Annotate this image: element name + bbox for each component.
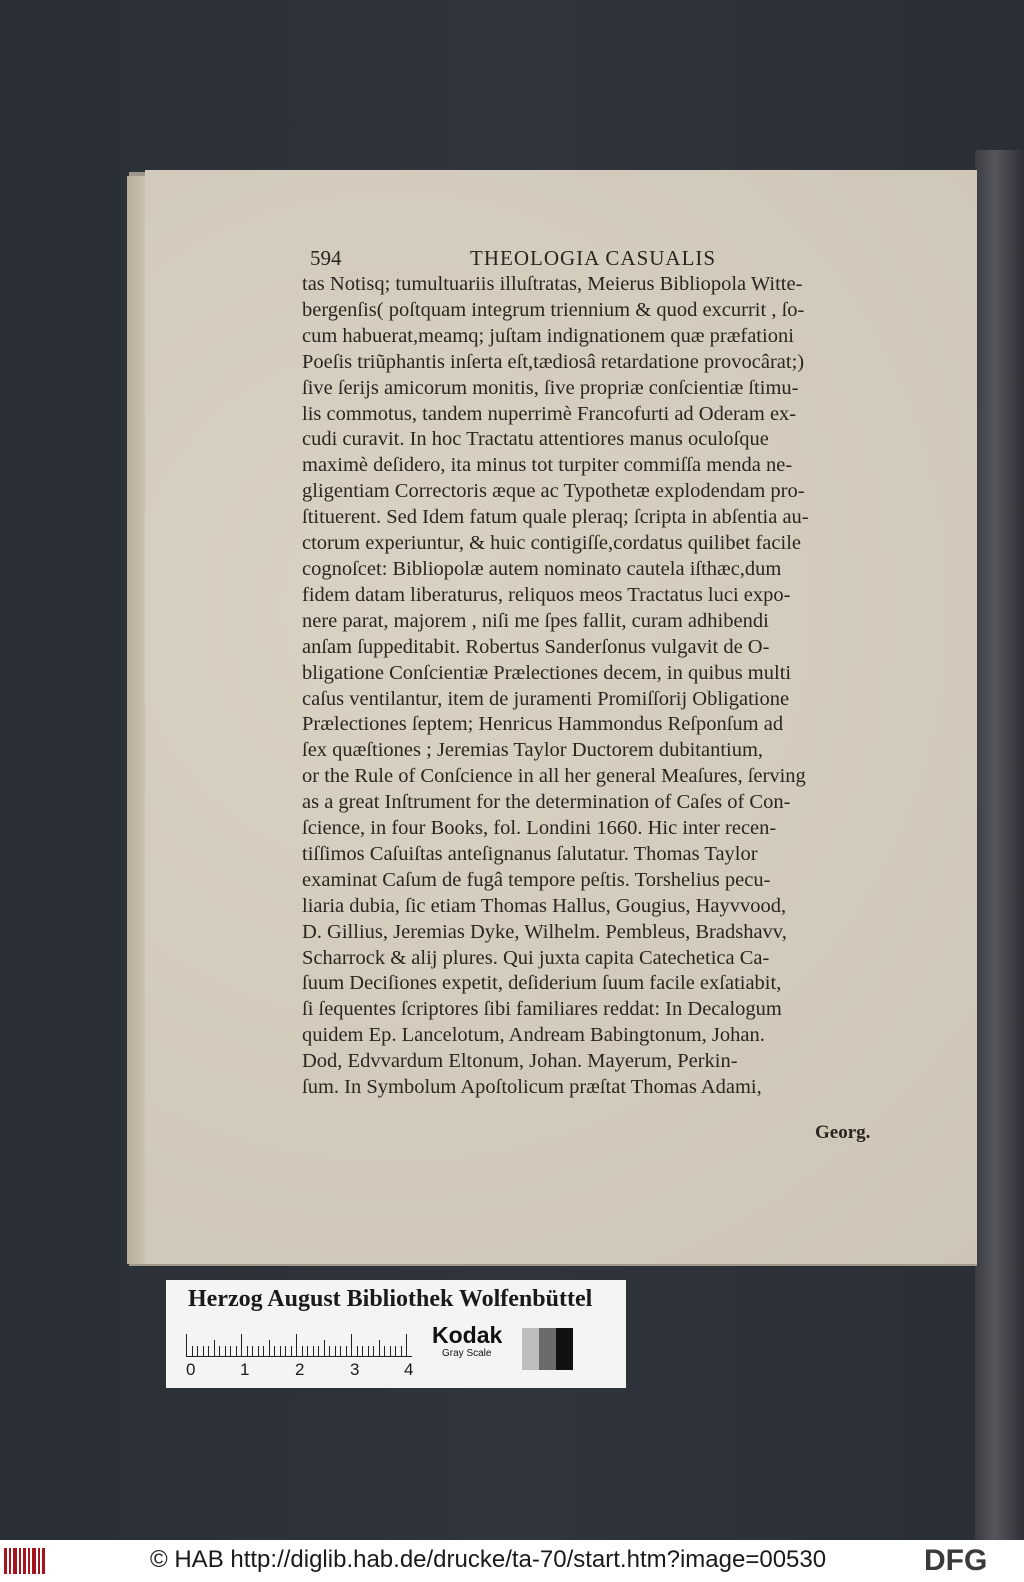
- text-line: maximè deſidero, ita minus tot turpiter commiſſa menda ne-: [302, 454, 793, 477]
- ruler-label: 0: [186, 1360, 196, 1379]
- ruler-tick: [258, 1346, 259, 1356]
- barcode-stripe: [23, 1548, 26, 1574]
- barcode-stripe: [28, 1548, 30, 1574]
- text-line: cum habuerat,meamq; juſtam indignationem quæ præfationi: [302, 324, 794, 347]
- text-line: caſus ventilantur, item de juramenti Promiſſorij Obligatione: [302, 687, 790, 710]
- ruler-tick: [373, 1346, 374, 1356]
- measure-ruler: [186, 1326, 416, 1356]
- text-line: ſcience, in four Books, fol. Londini 1660. Hic inter recen-: [302, 817, 777, 840]
- ruler-tick: [230, 1346, 231, 1356]
- institution-name: Herzog August Bibliothek Wolfenbüttel: [188, 1286, 593, 1312]
- barcode-icon: [4, 1548, 48, 1574]
- barcode-stripe: [42, 1548, 45, 1574]
- ruler-tick: [368, 1346, 369, 1356]
- text-line: ſex quæſtiones ; Jeremias Taylor Ductorem dubitantium,: [302, 739, 764, 762]
- text-line: bergenſis( poſtquam integrum triennium & quod excurrit , ſo-: [302, 298, 805, 321]
- text-line: bligatione Conſcientiæ Prælectiones decem, in quibus multi: [302, 661, 792, 684]
- text-line: Dod, Edvvardum Eltonum, Johan. Mayerum, Perkin-: [302, 1050, 738, 1073]
- kodak-logo: Kodak: [432, 1322, 503, 1348]
- dfg-logo: DFG: [924, 1544, 988, 1577]
- ruler-tick: [384, 1346, 385, 1356]
- text-line: tas Notisq; tumultuariis illuſtratas, Meierus Bibliopola Witte-: [302, 273, 803, 295]
- text-line: nere parat, majorem , niſi me ſpes fallit, curam adhibendi: [302, 609, 769, 632]
- ruler-tick: [296, 1334, 297, 1356]
- ruler-tick: [307, 1346, 308, 1356]
- footer-credit: © HAB http://diglib.hab.de/drucke/ta-70/start.htm?image=00530: [150, 1546, 827, 1573]
- barcode-stripe: [4, 1548, 7, 1574]
- catchword: Georg.: [815, 1122, 871, 1143]
- ruler-tick: [395, 1346, 396, 1356]
- ruler-tick: [280, 1346, 281, 1356]
- ruler-tick: [208, 1346, 209, 1356]
- ruler-tick: [324, 1340, 325, 1356]
- text-line: Poeſis triũphantis inſerta eſt,tædiosâ retardatione provocârat;): [302, 350, 805, 373]
- gray-swatch-dark: [556, 1328, 573, 1370]
- color-card: [166, 1280, 626, 1388]
- barcode-stripe: [13, 1548, 17, 1574]
- text-line: ſuum Deciſiones expetit, deſiderium ſuum facile exſatiabit,: [302, 972, 782, 995]
- ruler-tick: [362, 1346, 363, 1356]
- footer-bar: [0, 1540, 1024, 1582]
- ruler-tick: [340, 1346, 341, 1356]
- barcode-stripe: [38, 1548, 40, 1574]
- ruler-tick: [313, 1346, 314, 1356]
- text-line: tiſſimos Caſuiſtas anteſignanus ſalutatur. Thomas Taylor: [302, 842, 758, 865]
- text-line: cognoſcet: Bibliopolæ autem nominato cautela iſthæc,dum: [302, 557, 782, 580]
- ruler-tick: [302, 1346, 303, 1356]
- page-number: 594: [310, 246, 342, 270]
- text-line: ſtituerent. Sed Idem fatum quale pleraq; ſcripta in abſentia au-: [302, 506, 809, 529]
- text-line: gligentiam Correctoris æque ac Typothetæ explodendam pro-: [302, 480, 805, 503]
- barcode-stripe: [9, 1548, 11, 1574]
- text-line: ſive ſerijs amicorum monitis, ſive propriæ conſcientiæ ſtimu-: [302, 376, 799, 399]
- ruler-label: 2: [295, 1360, 305, 1379]
- ruler-tick: [351, 1334, 352, 1356]
- text-line: lis commotus, tandem nuperrimè Francofurti ad Oderam ex-: [302, 402, 797, 425]
- text-line: ſi ſequentes ſcriptores ſibi familiares reddat: In Decalogum: [302, 998, 782, 1021]
- gray-swatch-light: [522, 1328, 539, 1370]
- ruler-tick: [269, 1340, 270, 1356]
- page-edge: [127, 176, 147, 1264]
- ruler-tick: [291, 1346, 292, 1356]
- text-line: examinat Caſum de fugâ tempore peſtis. Torshelius pecu-: [302, 868, 771, 891]
- ruler-tick: [318, 1346, 319, 1356]
- gray-swatch-mid: [539, 1328, 556, 1370]
- text-line: ctorum experiuntur, & huic contigiſſe,cordatus quilibet facile: [302, 532, 801, 555]
- ruler-tick: [225, 1346, 226, 1356]
- ruler-tick: [379, 1340, 380, 1356]
- ruler-tick: [197, 1346, 198, 1356]
- ruler-tick: [247, 1346, 248, 1356]
- text-line: fidem datam liberaturus, reliquos meos Tractatus luci expo-: [302, 583, 791, 606]
- ruler-tick: [192, 1346, 193, 1356]
- running-head: [310, 246, 900, 274]
- ruler-tick: [263, 1346, 264, 1356]
- book-edge: [975, 150, 1024, 1540]
- barcode-stripe: [32, 1548, 36, 1574]
- ruler-label: 1: [240, 1360, 250, 1379]
- ruler-tick: [346, 1346, 347, 1356]
- text-line: anſam ſuppeditabit. Robertus Sanderſonus vulgavit de O-: [302, 635, 770, 658]
- ruler-tick: [214, 1340, 215, 1356]
- ruler-tick: [401, 1346, 402, 1356]
- text-line: Prælectiones ſeptem; Henricus Hammondus Reſponſum ad: [302, 713, 784, 736]
- ruler-tick: [335, 1346, 336, 1356]
- text-line: liaria dubia, ſic etiam Thomas Hallus, Gougius, Hayvvood,: [302, 894, 787, 917]
- ruler-tick: [357, 1346, 358, 1356]
- ruler-tick: [390, 1346, 391, 1356]
- barcode-stripe: [19, 1548, 21, 1574]
- ruler-tick: [236, 1346, 237, 1356]
- ruler-tick: [252, 1346, 253, 1356]
- text-line: Scharrock & alij plures. Qui juxta capita Catechetica Ca-: [302, 946, 770, 969]
- text-line: or the Rule of Conſcience in all her general Meaſures, ſerving: [302, 765, 806, 788]
- ruler-tick: [274, 1346, 275, 1356]
- text-line: ſum. In Symbolum Apoſtolicum præſtat Thomas Adami,: [302, 1076, 762, 1099]
- ruler-tick: [219, 1346, 220, 1356]
- body-text: [302, 272, 917, 1101]
- ruler-tick: [329, 1346, 330, 1356]
- ruler-tick: [186, 1334, 187, 1356]
- text-line: as a great Inſtrument for the determination of Caſes of Con-: [302, 791, 791, 814]
- ruler-label: 4: [404, 1360, 414, 1379]
- text-line: cudi curavit. In hoc Tractatu attentiores manus oculoſque: [302, 428, 769, 451]
- running-title: THEOLOGIA CASUALIS: [470, 246, 717, 270]
- ruler-tick: [203, 1346, 204, 1356]
- gray-scale-label: Gray Scale: [442, 1348, 492, 1359]
- text-line: D. Gillius, Jeremias Dyke, Wilhelm. Pembleus, Bradshavv,: [302, 920, 787, 943]
- ruler-label: 3: [350, 1360, 360, 1379]
- ruler-tick: [241, 1334, 242, 1356]
- ruler-tick: [406, 1334, 407, 1356]
- text-line: quidem Ep. Lancelotum, Andream Babingtonum, Johan.: [302, 1024, 765, 1047]
- ruler-tick: [285, 1346, 286, 1356]
- ruler-baseline: [186, 1356, 412, 1357]
